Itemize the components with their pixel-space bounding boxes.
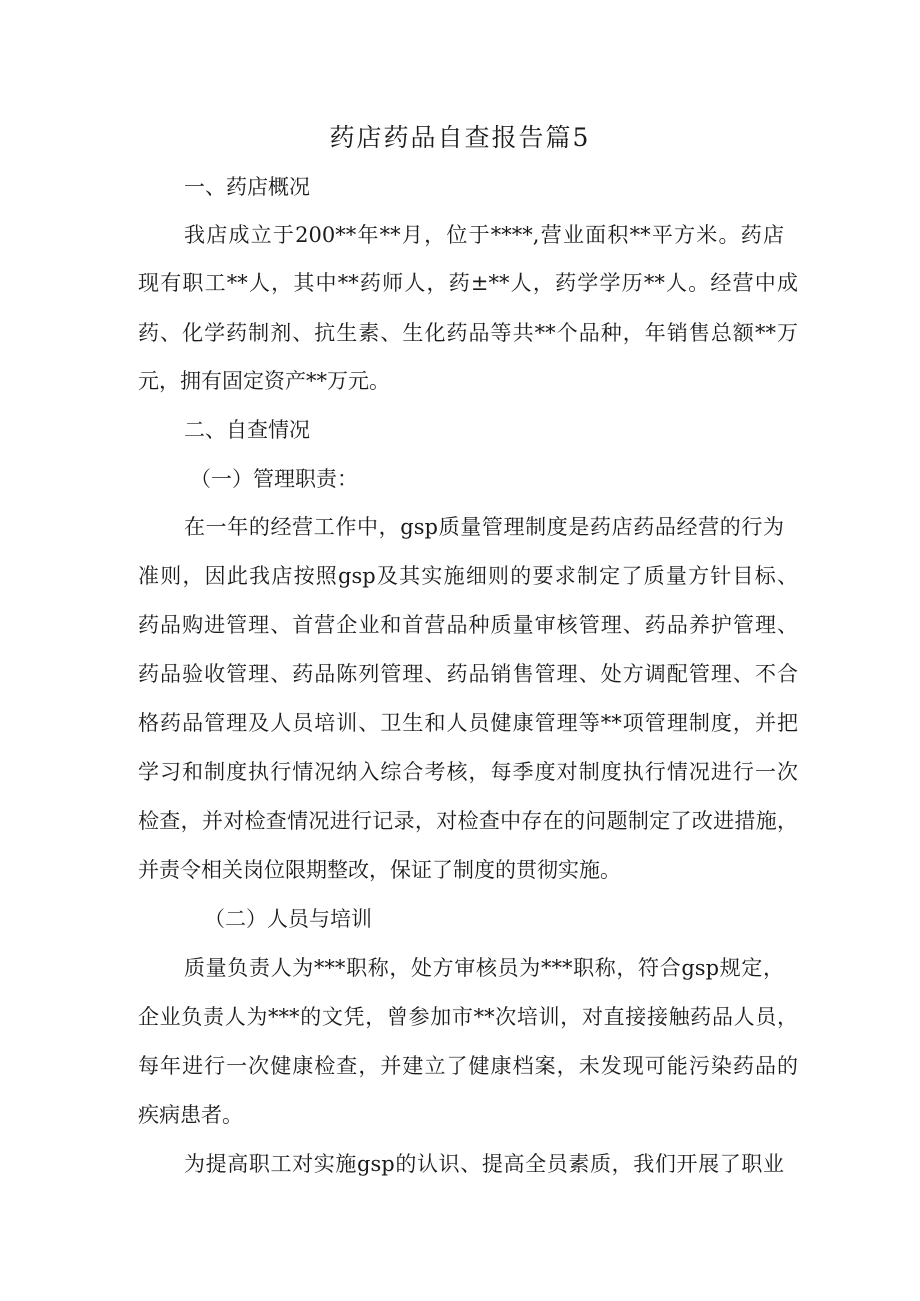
paragraph-line: 企业负责人为***的文凭，曾参加市**次培训，对直接接触药品人员， (138, 1005, 798, 1029)
paragraph-line: 为提高职工对实施gsp的认识、提高全员素质，我们开展了职业 (184, 1152, 784, 1176)
paragraph-line: 我店成立于200**年**月，位于****,营业面积**平方米。药店 (184, 223, 784, 247)
paragraph-line: 检查，并对检查情况进行记录，对检查中存在的问题制定了改进措施， (138, 809, 798, 833)
paragraph-line: 元，拥有固定资产**万元。 (138, 369, 390, 393)
paragraph-line: 现有职工**人，其中**药师人，药±**人，药学学历**人。经营中成 (138, 271, 798, 295)
paragraph-line: 药品验收管理、药品陈列管理、药品销售管理、处方调配管理、不合 (138, 662, 798, 686)
section-heading-overview: 一、药店概况 (184, 175, 310, 199)
paragraph-line: 在一年的经营工作中，gsp质量管理制度是药店药品经营的行为 (184, 515, 784, 539)
paragraph-line: 药、化学药制剂、抗生素、生化药品等共**个品种，年销售总额**万 (138, 321, 798, 345)
paragraph-line: 疾病患者。 (138, 1103, 243, 1127)
paragraph-line: 格药品管理及人员培训、卫生和人员健康管理等**项管理制度，并把 (138, 711, 798, 735)
paragraph-line: 质量负责人为***职称，处方审核员为***职称，符合gsp规定， (184, 956, 784, 980)
section-heading-self-check: 二、自查情况 (184, 418, 310, 442)
subsection-heading-training: （二）人员与培训 (204, 907, 372, 931)
paragraph-line: 每年进行一次健康检查，并建立了健康档案，未发现可能污染药品的 (138, 1054, 798, 1078)
paragraph-line: 并责令相关岗位限期整改，保证了制度的贯彻实施。 (138, 858, 621, 882)
subsection-heading-management: （一）管理职责： (190, 467, 358, 491)
paragraph-line: 准则，因此我店按照gsp及其实施细则的要求制定了质量方针目标、 (138, 564, 798, 588)
paragraph-line: 药品购进管理、首营企业和首营品种质量审核管理、药品养护管理、 (138, 613, 798, 637)
document-title: 药店药品自查报告篇5 (329, 123, 591, 152)
paragraph-line: 学习和制度执行情况纳入综合考核，每季度对制度执行情况进行一次 (138, 760, 798, 784)
